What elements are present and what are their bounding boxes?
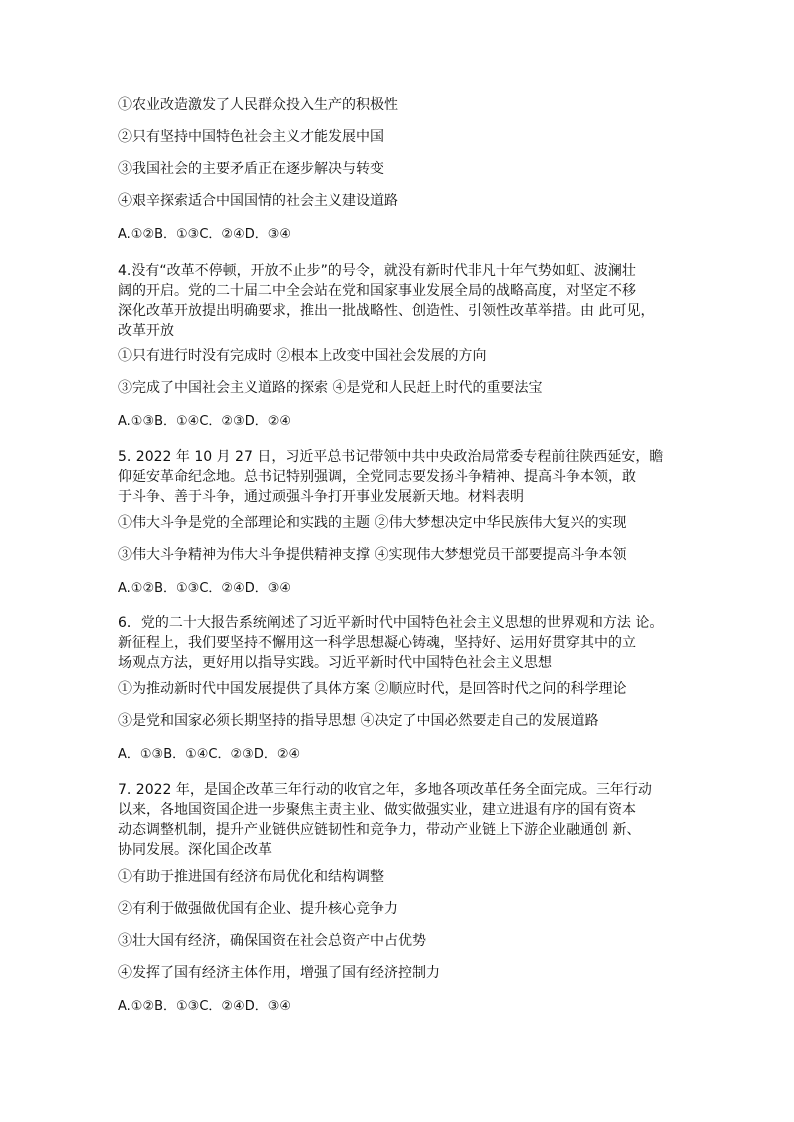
q6-stem-line-3: 场观点方法，更好用以指导实践。习近平新时代中国特色社会主义思想 bbox=[118, 655, 552, 671]
q5-options-line-1: ①伟大斗争是党的全部理论和实践的主题 ②伟大梦想决定中华民族伟大复兴的实现 bbox=[118, 515, 627, 531]
q3-option-3: ③我国社会的主要矛盾正在逐步解决与转变 bbox=[118, 161, 384, 177]
q7-option-3: ③壮大国有经济，确保国资在社会总资产中占优势 bbox=[118, 933, 426, 949]
q5-stem-line-3: 于斗争、善于斗争，通过顽强斗争打开事业发展新天地。材料表明 bbox=[118, 489, 524, 505]
q6-answer-choices: A．①③B．①④C．②③D．②④ bbox=[118, 747, 301, 762]
q7-stem-line-1: 7. 2022 年，是国企改革三年行动的收官之年，多地各项改革任务全面完成。三年行动 bbox=[118, 782, 652, 798]
q4-answer-choices: A.①③B．①④C．②③D．②④ bbox=[118, 414, 292, 429]
q7-answer-choices: A.①②B．①③C．②④D．③④ bbox=[118, 999, 292, 1014]
q6-options-line-1: ①为推动新时代中国发展提供了具体方案 ②顺应时代，是回答时代之问的科学理论 bbox=[118, 681, 627, 697]
q4-stem-line-1: 4.没有“改革不停顿，开放不止步”的号令，就没有新时代非凡十年气势如虹、波澜壮 bbox=[118, 263, 636, 279]
q7-option-1: ①有助于推进国有经济布局优化和结构调整 bbox=[118, 869, 384, 885]
q5-options-line-2: ③伟大斗争精神为伟大斗争提供精神支撑 ④实现伟大梦想党员干部要提高斗争本领 bbox=[118, 547, 627, 563]
q3-option-2: ②只有坚持中国特色社会主义才能发展中国 bbox=[118, 129, 384, 145]
q4-options-line-1: ①只有进行时没有完成时 ②根本上改变中国社会发展的方向 bbox=[118, 348, 487, 364]
q4-stem-line-2: 阔的开启。党的二十届二中全会站在党和国家事业发展全局的战略高度，对坚定不移 bbox=[118, 283, 636, 299]
q7-stem-line-4: 协同发展。深化国企改革 bbox=[118, 842, 272, 858]
q6-stem-line-1: 6．党的二十大报告系统阐述了习近平新时代中国特色社会主义思想的世界观和方法 论。 bbox=[118, 615, 664, 631]
q7-stem-line-2: 以来，各地国资国企进一步聚焦主责主业、做实做强实业，建立进退有序的国有资本 bbox=[118, 802, 636, 818]
q5-answer-choices: A.①②B．①③C．②④D．③④ bbox=[118, 581, 292, 596]
q7-stem-line-3: 动态调整机制，提升产业链供应链韧性和竞争力，带动产业链上下游企业融通创 新、 bbox=[118, 822, 641, 838]
q4-stem-line-3: 深化改革开放提出明确要求，推出一批战略性、创造性、引领性改革举措。由 此可见， bbox=[118, 303, 655, 319]
q7-option-4: ④发挥了国有经济主体作用，增强了国有经济控制力 bbox=[118, 965, 440, 981]
q3-option-1: ①农业改造激发了人民群众投入生产的积极性 bbox=[118, 97, 398, 113]
q4-stem-line-4: 改革开放 bbox=[118, 323, 174, 339]
q6-stem-line-2: 新征程上，我们要坚持不懈用这一科学思想凝心铸魂，坚持好、运用好贯穿其中的立 bbox=[118, 635, 636, 651]
q3-answer-choices: A.①②B．①③C．②④D．③④ bbox=[118, 227, 292, 242]
q5-stem-line-1: 5. 2022 年 10 月 27 日，习近平总书记带领中共中央政治局常委专程前往陕西延安，瞻 bbox=[118, 449, 664, 465]
q4-options-line-2: ③完成了中国社会主义道路的探索 ④是党和人民赶上时代的重要法宝 bbox=[118, 380, 543, 396]
q3-option-4: ④艰辛探索适合中国国情的社会主义建设道路 bbox=[118, 193, 398, 209]
q7-option-2: ②有利于做强做优国有企业、提升核心竞争力 bbox=[118, 901, 398, 917]
q5-stem-line-2: 仰延安革命纪念地。总书记特别强调，全党同志要发扬斗争精神、提高斗争本领，敢 bbox=[118, 469, 636, 485]
q6-options-line-2: ③是党和国家必须长期坚持的指导思想 ④决定了中国必然要走自己的发展道路 bbox=[118, 713, 599, 729]
